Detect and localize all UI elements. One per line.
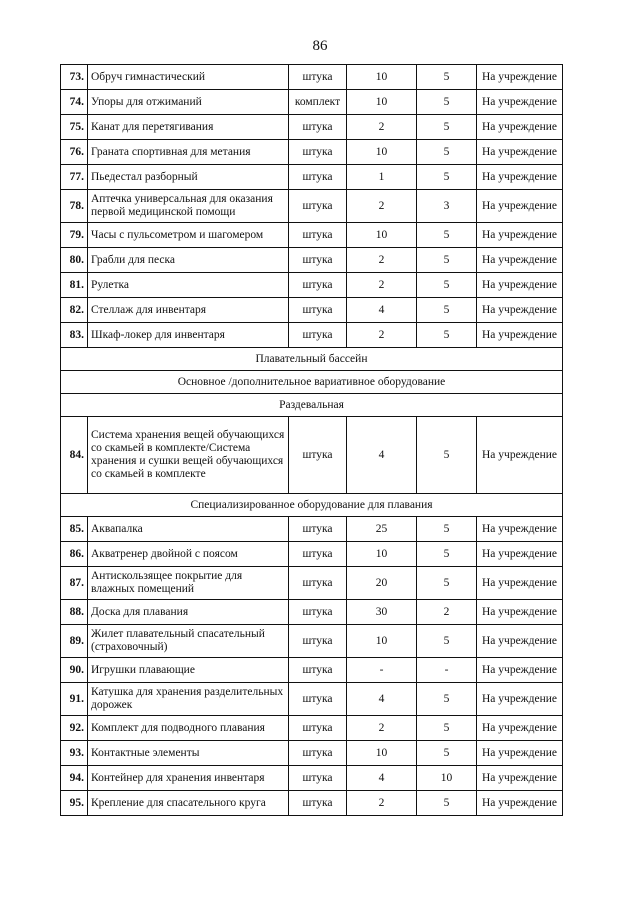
table-row (61, 65, 563, 90)
table-row (61, 273, 563, 298)
allocation-cell: На учреждение (477, 716, 563, 741)
quantity-cell: 4 (347, 683, 417, 716)
table-row (61, 323, 563, 348)
row-number: 85. (61, 517, 88, 542)
service-life-cell: 5 (417, 165, 477, 190)
section-title: Специализированное оборудование для плавания (61, 494, 563, 517)
item-name: Антискользящее покрытие для влажных помещений (88, 567, 289, 600)
quantity-cell: 10 (347, 223, 417, 248)
table-row (61, 417, 563, 494)
quantity-cell: 2 (347, 248, 417, 273)
unit-cell: штука (289, 65, 347, 90)
service-life-cell: 5 (417, 115, 477, 140)
table-row (61, 190, 563, 223)
table-row (61, 165, 563, 190)
item-name: Доска для плавания (88, 600, 289, 625)
row-number: 93. (61, 741, 88, 766)
table-row (61, 625, 563, 658)
row-number: 87. (61, 567, 88, 600)
table-row (61, 298, 563, 323)
row-number: 82. (61, 298, 88, 323)
unit-cell: штука (289, 190, 347, 223)
row-number: 86. (61, 542, 88, 567)
unit-cell: штука (289, 600, 347, 625)
section-title: Основное /дополнительное вариативное оборудование (61, 371, 563, 394)
unit-cell: штука (289, 323, 347, 348)
allocation-cell: На учреждение (477, 248, 563, 273)
item-name: Жилет плавательный спасательный (страховочный) (88, 625, 289, 658)
quantity-cell: 2 (347, 273, 417, 298)
unit-cell: штука (289, 791, 347, 816)
row-number: 83. (61, 323, 88, 348)
quantity-cell: 10 (347, 65, 417, 90)
service-life-cell: 5 (417, 625, 477, 658)
section-title: Плавательный бассейн (61, 348, 563, 371)
quantity-cell: 25 (347, 517, 417, 542)
table-row (61, 716, 563, 741)
item-name: Обруч гимнастический (88, 65, 289, 90)
allocation-cell: На учреждение (477, 625, 563, 658)
service-life-cell: 5 (417, 741, 477, 766)
allocation-cell: На учреждение (477, 417, 563, 494)
unit-cell: штука (289, 248, 347, 273)
table-row (61, 791, 563, 816)
service-life-cell: 5 (417, 298, 477, 323)
row-number: 84. (61, 417, 88, 494)
unit-cell: штука (289, 741, 347, 766)
quantity-cell: 20 (347, 567, 417, 600)
table-row (61, 766, 563, 791)
item-name: Акватренер двойной с поясом (88, 542, 289, 567)
row-number: 94. (61, 766, 88, 791)
quantity-cell: 1 (347, 165, 417, 190)
section-header-row (61, 494, 563, 517)
item-name: Граната спортивная для метания (88, 140, 289, 165)
allocation-cell: На учреждение (477, 600, 563, 625)
service-life-cell: 5 (417, 323, 477, 348)
item-name: Рулетка (88, 273, 289, 298)
service-life-cell: 5 (417, 683, 477, 716)
unit-cell: штука (289, 625, 347, 658)
allocation-cell: На учреждение (477, 766, 563, 791)
item-name: Контактные элементы (88, 741, 289, 766)
row-number: 76. (61, 140, 88, 165)
service-life-cell: 2 (417, 600, 477, 625)
item-name: Упоры для отжиманий (88, 90, 289, 115)
table-row (61, 140, 563, 165)
allocation-cell: На учреждение (477, 683, 563, 716)
unit-cell: штука (289, 658, 347, 683)
row-number: 81. (61, 273, 88, 298)
section-header-row (61, 348, 563, 371)
row-number: 80. (61, 248, 88, 273)
quantity-cell: 2 (347, 190, 417, 223)
table-row (61, 683, 563, 716)
service-life-cell: 5 (417, 716, 477, 741)
unit-cell: штука (289, 140, 347, 165)
table-row (61, 90, 563, 115)
quantity-cell: 2 (347, 791, 417, 816)
table-row (61, 741, 563, 766)
row-number: 73. (61, 65, 88, 90)
service-life-cell: 5 (417, 140, 477, 165)
service-life-cell: 5 (417, 65, 477, 90)
allocation-cell: На учреждение (477, 517, 563, 542)
item-name: Пьедестал разборный (88, 165, 289, 190)
unit-cell: штука (289, 417, 347, 494)
item-name: Канат для перетягивания (88, 115, 289, 140)
table-row (61, 115, 563, 140)
service-life-cell: 5 (417, 273, 477, 298)
allocation-cell: На учреждение (477, 90, 563, 115)
table-row (61, 542, 563, 567)
table-row (61, 517, 563, 542)
row-number: 75. (61, 115, 88, 140)
allocation-cell: На учреждение (477, 542, 563, 567)
item-name: Система хранения вещей обучающихся со скамьей в комплекте/Система хранения и сушки вещей обучающихся со скамьей в комплекте (88, 417, 289, 494)
allocation-cell: На учреждение (477, 567, 563, 600)
row-number: 91. (61, 683, 88, 716)
item-name: Игрушки плавающие (88, 658, 289, 683)
allocation-cell: На учреждение (477, 140, 563, 165)
unit-cell: штука (289, 273, 347, 298)
unit-cell: штука (289, 115, 347, 140)
service-life-cell: 5 (417, 417, 477, 494)
equipment-table-body (61, 65, 563, 816)
service-life-cell: 5 (417, 542, 477, 567)
quantity-cell: 30 (347, 600, 417, 625)
service-life-cell: 5 (417, 223, 477, 248)
quantity-cell: 4 (347, 417, 417, 494)
unit-cell: штука (289, 165, 347, 190)
quantity-cell: 10 (347, 625, 417, 658)
table-row (61, 600, 563, 625)
service-life-cell: 5 (417, 791, 477, 816)
quantity-cell: 2 (347, 716, 417, 741)
quantity-cell: - (347, 658, 417, 683)
allocation-cell: На учреждение (477, 223, 563, 248)
service-life-cell: - (417, 658, 477, 683)
item-name: Катушка для хранения разделительных дорожек (88, 683, 289, 716)
service-life-cell: 5 (417, 517, 477, 542)
allocation-cell: На учреждение (477, 298, 563, 323)
unit-cell: штука (289, 716, 347, 741)
allocation-cell: На учреждение (477, 658, 563, 683)
row-number: 78. (61, 190, 88, 223)
row-number: 79. (61, 223, 88, 248)
quantity-cell: 10 (347, 542, 417, 567)
quantity-cell: 4 (347, 766, 417, 791)
equipment-table (60, 64, 563, 816)
unit-cell: штука (289, 517, 347, 542)
allocation-cell: На учреждение (477, 165, 563, 190)
row-number: 74. (61, 90, 88, 115)
unit-cell: штука (289, 766, 347, 791)
quantity-cell: 2 (347, 323, 417, 348)
row-number: 77. (61, 165, 88, 190)
table-row (61, 248, 563, 273)
unit-cell: штука (289, 683, 347, 716)
item-name: Крепление для спасательного круга (88, 791, 289, 816)
allocation-cell: На учреждение (477, 190, 563, 223)
item-name: Часы с пульсометром и шагомером (88, 223, 289, 248)
service-life-cell: 3 (417, 190, 477, 223)
row-number: 89. (61, 625, 88, 658)
allocation-cell: На учреждение (477, 115, 563, 140)
unit-cell: штука (289, 567, 347, 600)
allocation-cell: На учреждение (477, 323, 563, 348)
table-row (61, 223, 563, 248)
quantity-cell: 10 (347, 90, 417, 115)
table-row (61, 658, 563, 683)
row-number: 95. (61, 791, 88, 816)
section-header-row (61, 394, 563, 417)
quantity-cell: 10 (347, 741, 417, 766)
section-title: Раздевальная (61, 394, 563, 417)
allocation-cell: На учреждение (477, 65, 563, 90)
unit-cell: штука (289, 542, 347, 567)
row-number: 92. (61, 716, 88, 741)
item-name: Шкаф-локер для инвентаря (88, 323, 289, 348)
service-life-cell: 5 (417, 248, 477, 273)
item-name: Стеллаж для инвентаря (88, 298, 289, 323)
section-header-row (61, 371, 563, 394)
table-row (61, 567, 563, 600)
unit-cell: комплект (289, 90, 347, 115)
unit-cell: штука (289, 223, 347, 248)
item-name: Аптечка универсальная для оказания первой медицинской помощи (88, 190, 289, 223)
page-number: 86 (312, 38, 328, 54)
service-life-cell: 5 (417, 567, 477, 600)
allocation-cell: На учреждение (477, 741, 563, 766)
allocation-cell: На учреждение (477, 273, 563, 298)
row-number: 90. (61, 658, 88, 683)
quantity-cell: 4 (347, 298, 417, 323)
service-life-cell: 5 (417, 90, 477, 115)
item-name: Комплект для подводного плавания (88, 716, 289, 741)
unit-cell: штука (289, 298, 347, 323)
quantity-cell: 2 (347, 115, 417, 140)
allocation-cell: На учреждение (477, 791, 563, 816)
service-life-cell: 10 (417, 766, 477, 791)
quantity-cell: 10 (347, 140, 417, 165)
item-name: Грабли для песка (88, 248, 289, 273)
row-number: 88. (61, 600, 88, 625)
item-name: Аквапалка (88, 517, 289, 542)
item-name: Контейнер для хранения инвентаря (88, 766, 289, 791)
